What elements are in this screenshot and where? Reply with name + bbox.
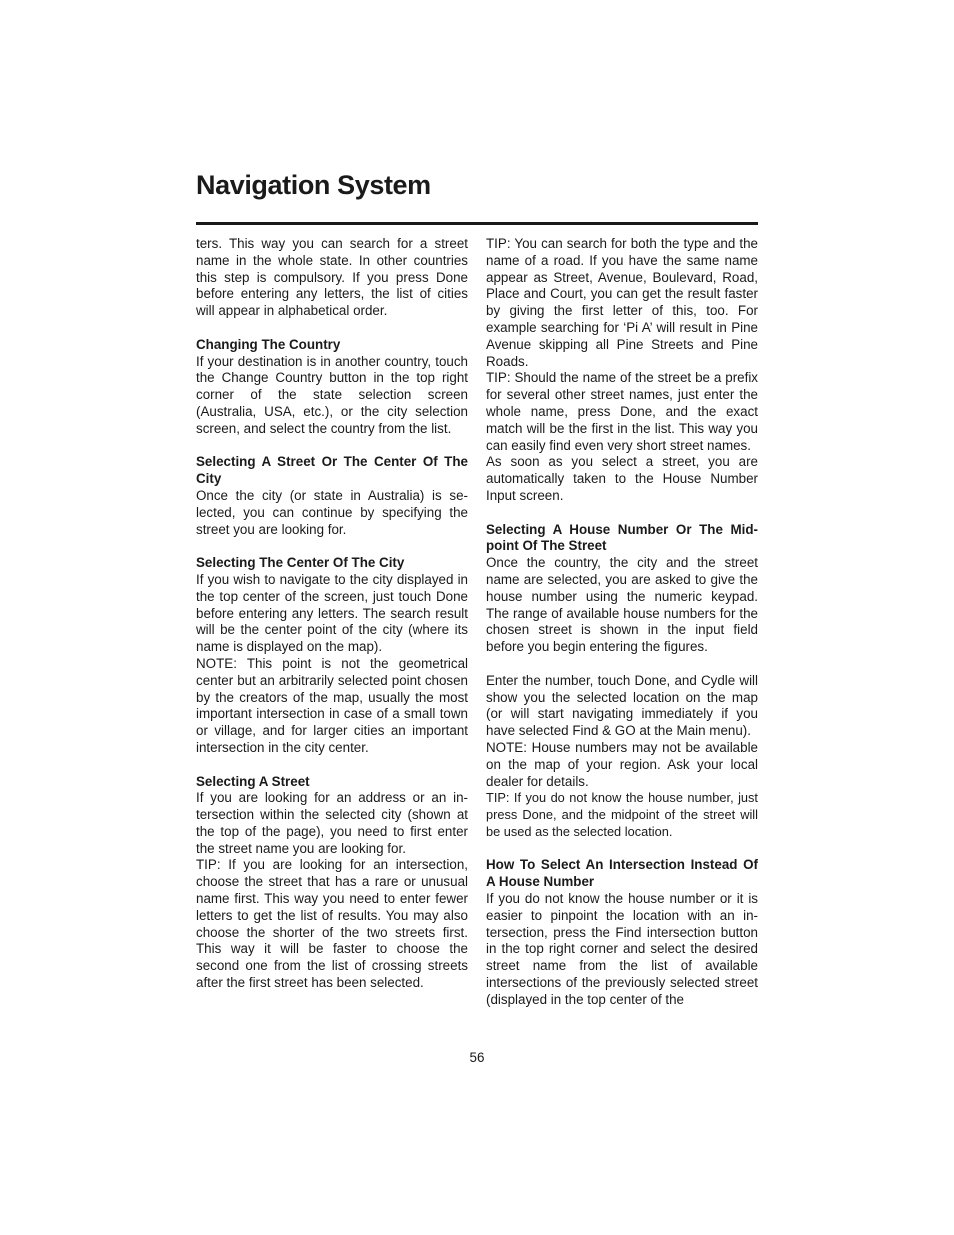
street-or-center-heading: Selecting A Street Or The Center Of The City [196,454,468,487]
right-column [486,236,758,1009]
selecting-street-body: If you are looking for an address or an intersection within the selected city (shown at the top of the page), you need to first enter the street name you are looking for. [196,790,468,856]
page-number: 56 [469,1050,485,1065]
changing-country-heading: Changing The Country [196,336,341,352]
title-rule [196,222,758,225]
center-of-city-note: NOTE: This point is not the geometrical center but an arbitrarily selected point chosen by the creators of the map, usually the most important intersection in case of a small town or village, and for larger cities an important intersection in the city center. [196,655,468,755]
prefix-tip: TIP: Should the name of the street be a prefix for several other street names, just enter the whole name, press Done, and the exact match will be the first in the list. This way you can easily find even very short street names. [486,370,758,453]
house-number-body: Once the country, the city and the street name are selected, you are asked to give the house number using the numeric keypad. The range of available house numbers for the chosen street is shown in the input field before you begin entering the figures. [486,555,758,655]
house-number-note: NOTE: House numbers may not be available on the map of your region. Ask your local dealer for details. [486,739,758,789]
selecting-street-tip: TIP: If you are looking for an intersection, choose the street that has a rare or unusual name first. This way you need to enter fewer letters to get the list of results. You may also choose the shorter of the two streets first. This way it will be faster to choose the second one from the list of crossing streets after the first street has been selected. [196,857,468,991]
center-of-city-body: If you wish to navigate to the city displayed in the top center of the screen, just touch Done before entering any letters. The search result will be the center point of the city (where its name is displayed on the map). [196,571,468,655]
page-title: Navigation System [196,170,431,200]
selecting-street-heading: Selecting A Street [196,773,310,789]
intersection-body: If you do not know the house number or it is easier to pinpoint the location with an intersection, press the Find intersection button in the top right corner and select the desired street name from the list of available intersections of the previously selected street (displayed in the top center of the [486,891,758,1007]
enter-number-paragraph: Enter the number, touch Done, and Cydle will show you the selected location on the map (or will start navigating immediately if you have selected Find & GO at the Main menu). [486,672,758,739]
changing-country-body: If your destination is in another country, touch the Change Country button in the top right corner of the state selection screen (Australia, USA, etc.), or the city selection screen, and select the country from the list. [196,353,468,436]
intersection-heading: How To Select An Intersection Instead Of A House Number [486,857,758,890]
center-of-city-heading: Selecting The Center Of The City [196,555,405,571]
house-number-heading: Selecting A House Number Or The Midpoint Of The Street [486,521,758,554]
house-number-tip: TIP: If you do not know the house number, just press Done, and the midpoint of the street will be used as the selected location. [486,790,758,839]
left-column [196,236,468,992]
intro-paragraph: ters. This way you can search for a street name in the whole state. In other countries this step is compulsory. If you press Done before entering any letters, the list of cities will appear in alphabetical order. [196,236,468,319]
street-or-center-body: Once the city (or state in Australia) is selected, you can continue by specifying the street you are looking for. [196,487,468,537]
road-type-tip: TIP: You can search for both the type and the name of a road. If you have the same name appear as Street, Avenue, Boulevard, Road, Place and Court, you can get the result faster by giving the first letter of this, too. For example searching for ‘Pi A’ will result in Pine Avenue skipping all Pine Streets and Pine Roads. [486,236,758,369]
auto-taken-paragraph: As soon as you select a street, you are automatically taken to the House Number Input screen. [486,454,758,503]
